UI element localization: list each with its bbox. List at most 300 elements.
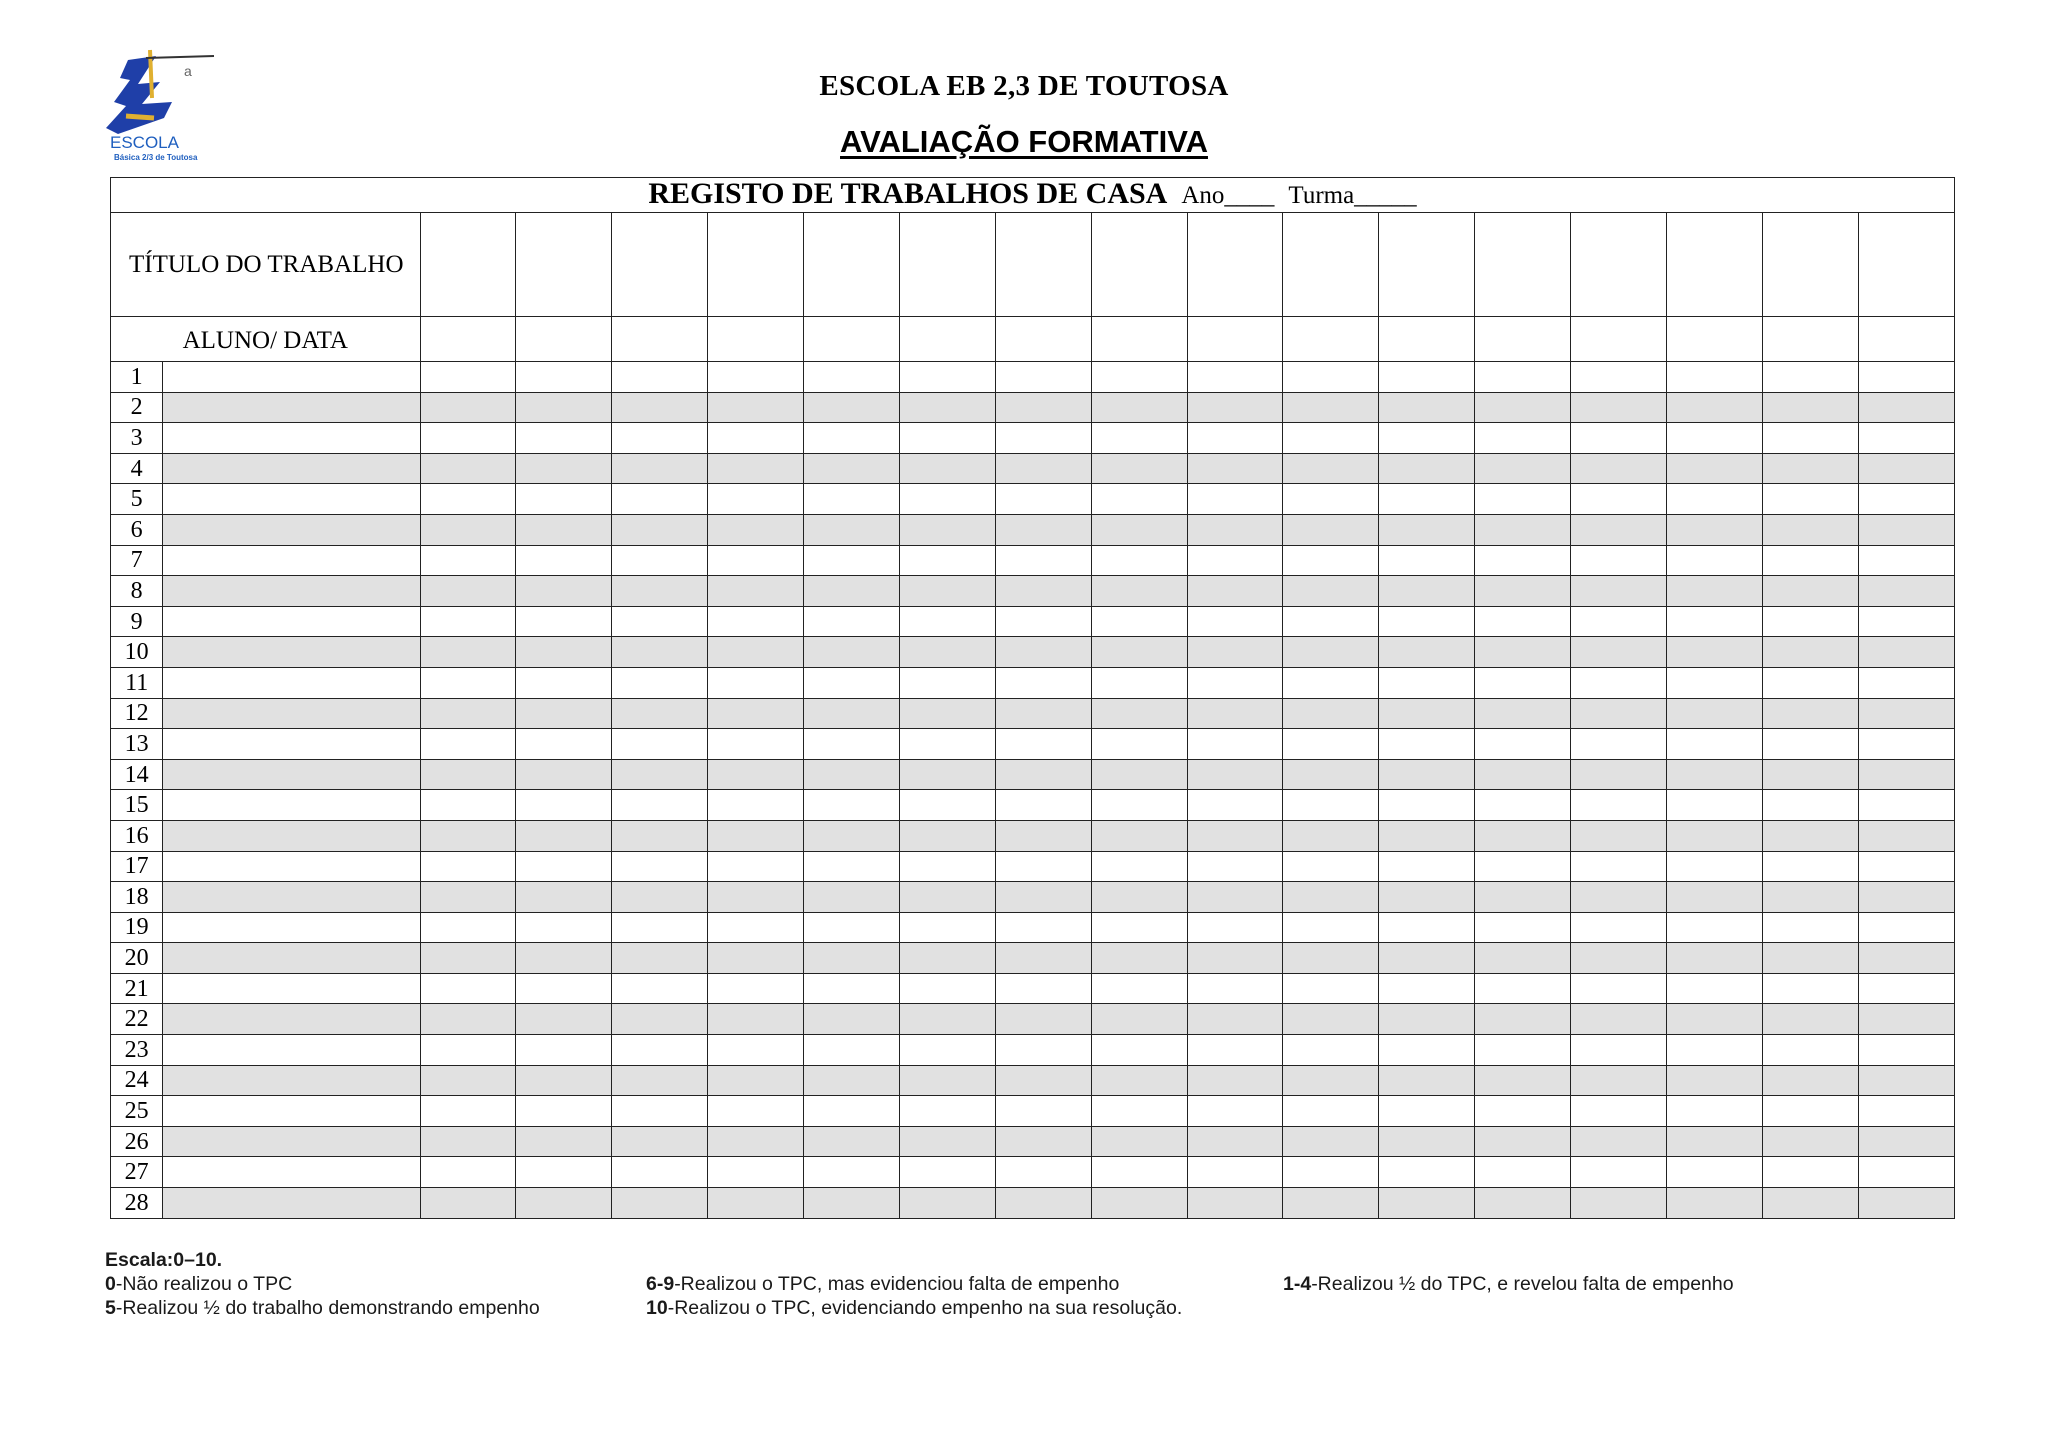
grade-cell[interactable] bbox=[1091, 392, 1187, 423]
student-name-cell[interactable] bbox=[163, 576, 420, 607]
grade-cell[interactable] bbox=[1666, 392, 1762, 423]
grade-cell[interactable] bbox=[708, 912, 804, 943]
grade-cell[interactable] bbox=[1571, 1096, 1667, 1127]
grade-cell[interactable] bbox=[420, 729, 516, 760]
grade-cell[interactable] bbox=[708, 973, 804, 1004]
grade-cell[interactable] bbox=[1283, 1065, 1379, 1096]
grade-cell[interactable] bbox=[995, 698, 1091, 729]
grade-cell[interactable] bbox=[1666, 1096, 1762, 1127]
grade-cell[interactable] bbox=[1666, 698, 1762, 729]
grade-cell[interactable] bbox=[1571, 453, 1667, 484]
date-cell[interactable] bbox=[1379, 317, 1475, 362]
date-cell[interactable] bbox=[1187, 317, 1283, 362]
grade-cell[interactable] bbox=[1666, 1004, 1762, 1035]
grade-cell[interactable] bbox=[1475, 362, 1571, 393]
grade-cell[interactable] bbox=[1283, 912, 1379, 943]
date-cell[interactable] bbox=[899, 317, 995, 362]
grade-cell[interactable] bbox=[1091, 667, 1187, 698]
grade-cell[interactable] bbox=[420, 882, 516, 913]
grade-cell[interactable] bbox=[1379, 943, 1475, 974]
grade-cell[interactable] bbox=[804, 882, 900, 913]
grade-cell[interactable] bbox=[1283, 484, 1379, 515]
grade-cell[interactable] bbox=[612, 943, 708, 974]
grade-cell[interactable] bbox=[804, 1035, 900, 1066]
grade-cell[interactable] bbox=[1858, 392, 1954, 423]
grade-cell[interactable] bbox=[612, 423, 708, 454]
grade-cell[interactable] bbox=[1858, 882, 1954, 913]
ano-field[interactable]: Ano____ bbox=[1181, 182, 1275, 209]
grade-cell[interactable] bbox=[804, 1004, 900, 1035]
grade-cell[interactable] bbox=[1379, 392, 1475, 423]
date-cell[interactable] bbox=[708, 317, 804, 362]
grade-cell[interactable] bbox=[1858, 667, 1954, 698]
grade-cell[interactable] bbox=[1379, 790, 1475, 821]
grade-cell[interactable] bbox=[420, 392, 516, 423]
grade-cell[interactable] bbox=[995, 759, 1091, 790]
grade-cell[interactable] bbox=[1475, 729, 1571, 760]
grade-cell[interactable] bbox=[899, 698, 995, 729]
student-name-cell[interactable] bbox=[163, 973, 420, 1004]
grade-cell[interactable] bbox=[420, 1157, 516, 1188]
grade-cell[interactable] bbox=[1571, 1004, 1667, 1035]
work-title-cell[interactable] bbox=[516, 213, 612, 317]
grade-cell[interactable] bbox=[1187, 851, 1283, 882]
grade-cell[interactable] bbox=[1379, 1065, 1475, 1096]
grade-cell[interactable] bbox=[899, 667, 995, 698]
grade-cell[interactable] bbox=[612, 1004, 708, 1035]
grade-cell[interactable] bbox=[708, 453, 804, 484]
grade-cell[interactable] bbox=[420, 912, 516, 943]
work-title-cell[interactable] bbox=[1475, 213, 1571, 317]
date-cell[interactable] bbox=[1091, 317, 1187, 362]
grade-cell[interactable] bbox=[1379, 484, 1475, 515]
grade-cell[interactable] bbox=[1187, 973, 1283, 1004]
grade-cell[interactable] bbox=[995, 453, 1091, 484]
grade-cell[interactable] bbox=[995, 606, 1091, 637]
grade-cell[interactable] bbox=[1187, 1096, 1283, 1127]
grade-cell[interactable] bbox=[612, 545, 708, 576]
grade-cell[interactable] bbox=[612, 1188, 708, 1219]
grade-cell[interactable] bbox=[516, 912, 612, 943]
work-title-cell[interactable] bbox=[612, 213, 708, 317]
work-title-cell[interactable] bbox=[1571, 213, 1667, 317]
grade-cell[interactable] bbox=[1762, 484, 1858, 515]
grade-cell[interactable] bbox=[1571, 790, 1667, 821]
grade-cell[interactable] bbox=[1187, 1188, 1283, 1219]
grade-cell[interactable] bbox=[1379, 759, 1475, 790]
grade-cell[interactable] bbox=[1666, 1035, 1762, 1066]
grade-cell[interactable] bbox=[1475, 576, 1571, 607]
grade-cell[interactable] bbox=[1571, 1065, 1667, 1096]
grade-cell[interactable] bbox=[899, 576, 995, 607]
grade-cell[interactable] bbox=[420, 1126, 516, 1157]
grade-cell[interactable] bbox=[708, 362, 804, 393]
grade-cell[interactable] bbox=[1666, 667, 1762, 698]
grade-cell[interactable] bbox=[804, 820, 900, 851]
grade-cell[interactable] bbox=[1858, 606, 1954, 637]
grade-cell[interactable] bbox=[1762, 1188, 1858, 1219]
grade-cell[interactable] bbox=[420, 667, 516, 698]
grade-cell[interactable] bbox=[804, 576, 900, 607]
grade-cell[interactable] bbox=[1475, 1096, 1571, 1127]
grade-cell[interactable] bbox=[1762, 729, 1858, 760]
grade-cell[interactable] bbox=[804, 1065, 900, 1096]
grade-cell[interactable] bbox=[1091, 851, 1187, 882]
grade-cell[interactable] bbox=[995, 484, 1091, 515]
grade-cell[interactable] bbox=[995, 851, 1091, 882]
grade-cell[interactable] bbox=[1187, 667, 1283, 698]
grade-cell[interactable] bbox=[1379, 606, 1475, 637]
grade-cell[interactable] bbox=[1379, 1126, 1475, 1157]
grade-cell[interactable] bbox=[1571, 851, 1667, 882]
grade-cell[interactable] bbox=[1571, 392, 1667, 423]
grade-cell[interactable] bbox=[1762, 545, 1858, 576]
grade-cell[interactable] bbox=[899, 973, 995, 1004]
grade-cell[interactable] bbox=[804, 759, 900, 790]
work-title-cell[interactable] bbox=[708, 213, 804, 317]
grade-cell[interactable] bbox=[708, 851, 804, 882]
grade-cell[interactable] bbox=[420, 943, 516, 974]
student-name-cell[interactable] bbox=[163, 667, 420, 698]
grade-cell[interactable] bbox=[1475, 943, 1571, 974]
grade-cell[interactable] bbox=[708, 545, 804, 576]
grade-cell[interactable] bbox=[995, 1157, 1091, 1188]
grade-cell[interactable] bbox=[1762, 943, 1858, 974]
grade-cell[interactable] bbox=[1666, 637, 1762, 668]
grade-cell[interactable] bbox=[708, 576, 804, 607]
grade-cell[interactable] bbox=[899, 392, 995, 423]
grade-cell[interactable] bbox=[1379, 1157, 1475, 1188]
grade-cell[interactable] bbox=[899, 820, 995, 851]
grade-cell[interactable] bbox=[899, 1126, 995, 1157]
grade-cell[interactable] bbox=[1283, 882, 1379, 913]
grade-cell[interactable] bbox=[1475, 698, 1571, 729]
grade-cell[interactable] bbox=[1666, 606, 1762, 637]
grade-cell[interactable] bbox=[995, 1004, 1091, 1035]
grade-cell[interactable] bbox=[804, 851, 900, 882]
student-name-cell[interactable] bbox=[163, 882, 420, 913]
grade-cell[interactable] bbox=[995, 667, 1091, 698]
grade-cell[interactable] bbox=[612, 667, 708, 698]
grade-cell[interactable] bbox=[1187, 729, 1283, 760]
grade-cell[interactable] bbox=[995, 576, 1091, 607]
grade-cell[interactable] bbox=[1091, 1065, 1187, 1096]
grade-cell[interactable] bbox=[1475, 637, 1571, 668]
grade-cell[interactable] bbox=[516, 576, 612, 607]
grade-cell[interactable] bbox=[1762, 1035, 1858, 1066]
grade-cell[interactable] bbox=[708, 606, 804, 637]
grade-cell[interactable] bbox=[1666, 790, 1762, 821]
grade-cell[interactable] bbox=[1571, 1157, 1667, 1188]
grade-cell[interactable] bbox=[1571, 362, 1667, 393]
grade-cell[interactable] bbox=[1283, 1188, 1379, 1219]
grade-cell[interactable] bbox=[516, 606, 612, 637]
grade-cell[interactable] bbox=[612, 912, 708, 943]
grade-cell[interactable] bbox=[1571, 698, 1667, 729]
grade-cell[interactable] bbox=[1091, 973, 1187, 1004]
grade-cell[interactable] bbox=[1475, 912, 1571, 943]
grade-cell[interactable] bbox=[1858, 545, 1954, 576]
date-cell[interactable] bbox=[516, 317, 612, 362]
grade-cell[interactable] bbox=[1666, 943, 1762, 974]
grade-cell[interactable] bbox=[1666, 729, 1762, 760]
student-name-cell[interactable] bbox=[163, 545, 420, 576]
grade-cell[interactable] bbox=[1571, 545, 1667, 576]
grade-cell[interactable] bbox=[516, 1126, 612, 1157]
grade-cell[interactable] bbox=[1091, 912, 1187, 943]
grade-cell[interactable] bbox=[995, 882, 1091, 913]
student-name-cell[interactable] bbox=[163, 606, 420, 637]
grade-cell[interactable] bbox=[1187, 637, 1283, 668]
student-name-cell[interactable] bbox=[163, 820, 420, 851]
grade-cell[interactable] bbox=[516, 1096, 612, 1127]
grade-cell[interactable] bbox=[1858, 1157, 1954, 1188]
grade-cell[interactable] bbox=[1666, 759, 1762, 790]
grade-cell[interactable] bbox=[1858, 453, 1954, 484]
grade-cell[interactable] bbox=[420, 484, 516, 515]
grade-cell[interactable] bbox=[899, 1188, 995, 1219]
grade-cell[interactable] bbox=[1762, 698, 1858, 729]
date-cell[interactable] bbox=[1571, 317, 1667, 362]
grade-cell[interactable] bbox=[1666, 820, 1762, 851]
grade-cell[interactable] bbox=[899, 514, 995, 545]
grade-cell[interactable] bbox=[995, 514, 1091, 545]
grade-cell[interactable] bbox=[516, 1035, 612, 1066]
grade-cell[interactable] bbox=[708, 667, 804, 698]
grade-cell[interactable] bbox=[899, 423, 995, 454]
grade-cell[interactable] bbox=[1187, 362, 1283, 393]
grade-cell[interactable] bbox=[516, 698, 612, 729]
grade-cell[interactable] bbox=[612, 698, 708, 729]
grade-cell[interactable] bbox=[1283, 729, 1379, 760]
grade-cell[interactable] bbox=[1091, 1096, 1187, 1127]
grade-cell[interactable] bbox=[899, 882, 995, 913]
grade-cell[interactable] bbox=[1762, 1096, 1858, 1127]
grade-cell[interactable] bbox=[1571, 423, 1667, 454]
grade-cell[interactable] bbox=[899, 1035, 995, 1066]
grade-cell[interactable] bbox=[1187, 882, 1283, 913]
grade-cell[interactable] bbox=[1762, 667, 1858, 698]
grade-cell[interactable] bbox=[612, 1126, 708, 1157]
grade-cell[interactable] bbox=[612, 790, 708, 821]
grade-cell[interactable] bbox=[1858, 423, 1954, 454]
grade-cell[interactable] bbox=[1283, 698, 1379, 729]
student-name-cell[interactable] bbox=[163, 1157, 420, 1188]
grade-cell[interactable] bbox=[899, 759, 995, 790]
grade-cell[interactable] bbox=[420, 423, 516, 454]
grade-cell[interactable] bbox=[1187, 484, 1283, 515]
grade-cell[interactable] bbox=[1091, 362, 1187, 393]
work-title-cell[interactable] bbox=[1666, 213, 1762, 317]
grade-cell[interactable] bbox=[1091, 576, 1187, 607]
grade-cell[interactable] bbox=[1475, 514, 1571, 545]
grade-cell[interactable] bbox=[612, 1035, 708, 1066]
grade-cell[interactable] bbox=[1091, 514, 1187, 545]
grade-cell[interactable] bbox=[1762, 912, 1858, 943]
grade-cell[interactable] bbox=[1571, 514, 1667, 545]
grade-cell[interactable] bbox=[612, 973, 708, 1004]
student-name-cell[interactable] bbox=[163, 392, 420, 423]
work-title-cell[interactable] bbox=[1762, 213, 1858, 317]
grade-cell[interactable] bbox=[1187, 576, 1283, 607]
grade-cell[interactable] bbox=[995, 912, 1091, 943]
student-name-cell[interactable] bbox=[163, 362, 420, 393]
student-name-cell[interactable] bbox=[163, 484, 420, 515]
grade-cell[interactable] bbox=[516, 514, 612, 545]
grade-cell[interactable] bbox=[612, 392, 708, 423]
grade-cell[interactable] bbox=[612, 1096, 708, 1127]
grade-cell[interactable] bbox=[1858, 576, 1954, 607]
grade-cell[interactable] bbox=[1762, 1157, 1858, 1188]
grade-cell[interactable] bbox=[1571, 606, 1667, 637]
grade-cell[interactable] bbox=[1091, 882, 1187, 913]
grade-cell[interactable] bbox=[1187, 423, 1283, 454]
grade-cell[interactable] bbox=[1283, 392, 1379, 423]
grade-cell[interactable] bbox=[1762, 514, 1858, 545]
grade-cell[interactable] bbox=[516, 1188, 612, 1219]
turma-field[interactable]: Turma_____ bbox=[1288, 182, 1417, 209]
grade-cell[interactable] bbox=[612, 576, 708, 607]
work-title-cell[interactable] bbox=[1858, 213, 1954, 317]
grade-cell[interactable] bbox=[995, 637, 1091, 668]
grade-cell[interactable] bbox=[1666, 453, 1762, 484]
grade-cell[interactable] bbox=[420, 1188, 516, 1219]
grade-cell[interactable] bbox=[1666, 973, 1762, 1004]
grade-cell[interactable] bbox=[804, 790, 900, 821]
grade-cell[interactable] bbox=[1475, 545, 1571, 576]
date-cell[interactable] bbox=[1475, 317, 1571, 362]
student-name-cell[interactable] bbox=[163, 514, 420, 545]
grade-cell[interactable] bbox=[995, 729, 1091, 760]
grade-cell[interactable] bbox=[1475, 484, 1571, 515]
grade-cell[interactable] bbox=[804, 973, 900, 1004]
grade-cell[interactable] bbox=[1091, 943, 1187, 974]
grade-cell[interactable] bbox=[1571, 576, 1667, 607]
grade-cell[interactable] bbox=[1379, 637, 1475, 668]
grade-cell[interactable] bbox=[708, 729, 804, 760]
grade-cell[interactable] bbox=[1187, 453, 1283, 484]
grade-cell[interactable] bbox=[516, 973, 612, 1004]
grade-cell[interactable] bbox=[804, 606, 900, 637]
grade-cell[interactable] bbox=[1283, 606, 1379, 637]
grade-cell[interactable] bbox=[708, 1126, 804, 1157]
grade-cell[interactable] bbox=[516, 1065, 612, 1096]
grade-cell[interactable] bbox=[1762, 851, 1858, 882]
grade-cell[interactable] bbox=[612, 759, 708, 790]
grade-cell[interactable] bbox=[804, 545, 900, 576]
date-cell[interactable] bbox=[1283, 317, 1379, 362]
date-cell[interactable] bbox=[612, 317, 708, 362]
student-name-cell[interactable] bbox=[163, 729, 420, 760]
grade-cell[interactable] bbox=[420, 1096, 516, 1127]
grade-cell[interactable] bbox=[1283, 1035, 1379, 1066]
grade-cell[interactable] bbox=[1379, 729, 1475, 760]
grade-cell[interactable] bbox=[1091, 423, 1187, 454]
work-title-cell[interactable] bbox=[995, 213, 1091, 317]
grade-cell[interactable] bbox=[1187, 790, 1283, 821]
grade-cell[interactable] bbox=[516, 790, 612, 821]
grade-cell[interactable] bbox=[1666, 362, 1762, 393]
grade-cell[interactable] bbox=[1475, 1035, 1571, 1066]
grade-cell[interactable] bbox=[1283, 576, 1379, 607]
date-cell[interactable] bbox=[1762, 317, 1858, 362]
grade-cell[interactable] bbox=[1283, 637, 1379, 668]
student-name-cell[interactable] bbox=[163, 943, 420, 974]
grade-cell[interactable] bbox=[1475, 1157, 1571, 1188]
grade-cell[interactable] bbox=[1858, 1004, 1954, 1035]
grade-cell[interactable] bbox=[995, 973, 1091, 1004]
grade-cell[interactable] bbox=[1666, 423, 1762, 454]
grade-cell[interactable] bbox=[899, 1065, 995, 1096]
grade-cell[interactable] bbox=[516, 362, 612, 393]
grade-cell[interactable] bbox=[1858, 759, 1954, 790]
grade-cell[interactable] bbox=[1858, 973, 1954, 1004]
grade-cell[interactable] bbox=[1091, 729, 1187, 760]
grade-cell[interactable] bbox=[804, 943, 900, 974]
grade-cell[interactable] bbox=[1475, 606, 1571, 637]
grade-cell[interactable] bbox=[899, 545, 995, 576]
student-name-cell[interactable] bbox=[163, 759, 420, 790]
grade-cell[interactable] bbox=[1283, 851, 1379, 882]
grade-cell[interactable] bbox=[1666, 912, 1762, 943]
work-title-cell[interactable] bbox=[1187, 213, 1283, 317]
grade-cell[interactable] bbox=[1858, 1188, 1954, 1219]
grade-cell[interactable] bbox=[420, 698, 516, 729]
work-title-cell[interactable] bbox=[899, 213, 995, 317]
grade-cell[interactable] bbox=[708, 820, 804, 851]
grade-cell[interactable] bbox=[1762, 362, 1858, 393]
grade-cell[interactable] bbox=[1475, 882, 1571, 913]
grade-cell[interactable] bbox=[612, 362, 708, 393]
grade-cell[interactable] bbox=[899, 851, 995, 882]
grade-cell[interactable] bbox=[1379, 514, 1475, 545]
grade-cell[interactable] bbox=[899, 484, 995, 515]
grade-cell[interactable] bbox=[1283, 1126, 1379, 1157]
grade-cell[interactable] bbox=[1475, 759, 1571, 790]
grade-cell[interactable] bbox=[1762, 453, 1858, 484]
grade-cell[interactable] bbox=[1571, 484, 1667, 515]
grade-cell[interactable] bbox=[516, 1157, 612, 1188]
grade-cell[interactable] bbox=[1187, 545, 1283, 576]
grade-cell[interactable] bbox=[1091, 1035, 1187, 1066]
grade-cell[interactable] bbox=[804, 1157, 900, 1188]
grade-cell[interactable] bbox=[1475, 453, 1571, 484]
grade-cell[interactable] bbox=[1666, 576, 1762, 607]
grade-cell[interactable] bbox=[1091, 453, 1187, 484]
student-name-cell[interactable] bbox=[163, 1126, 420, 1157]
grade-cell[interactable] bbox=[1858, 514, 1954, 545]
grade-cell[interactable] bbox=[1091, 606, 1187, 637]
grade-cell[interactable] bbox=[1187, 759, 1283, 790]
date-cell[interactable] bbox=[804, 317, 900, 362]
grade-cell[interactable] bbox=[1283, 545, 1379, 576]
grade-cell[interactable] bbox=[899, 606, 995, 637]
grade-cell[interactable] bbox=[612, 1157, 708, 1188]
grade-cell[interactable] bbox=[995, 545, 1091, 576]
grade-cell[interactable] bbox=[995, 392, 1091, 423]
grade-cell[interactable] bbox=[1283, 362, 1379, 393]
grade-cell[interactable] bbox=[1571, 1035, 1667, 1066]
grade-cell[interactable] bbox=[1379, 453, 1475, 484]
grade-cell[interactable] bbox=[995, 943, 1091, 974]
grade-cell[interactable] bbox=[1762, 1126, 1858, 1157]
grade-cell[interactable] bbox=[1762, 1065, 1858, 1096]
grade-cell[interactable] bbox=[420, 453, 516, 484]
grade-cell[interactable] bbox=[1187, 392, 1283, 423]
grade-cell[interactable] bbox=[516, 820, 612, 851]
grade-cell[interactable] bbox=[1475, 667, 1571, 698]
grade-cell[interactable] bbox=[1283, 973, 1379, 1004]
